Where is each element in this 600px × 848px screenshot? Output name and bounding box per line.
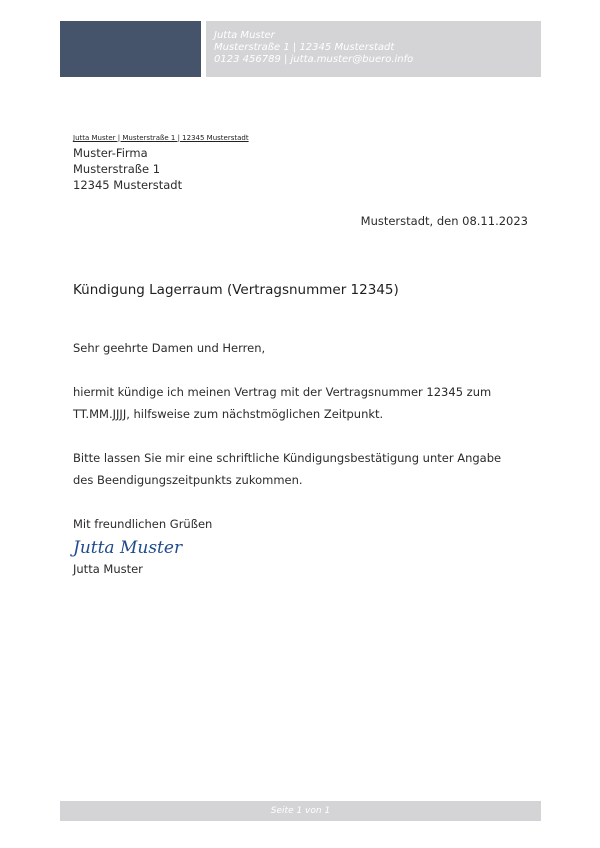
- header-color-block: [60, 21, 201, 77]
- paragraph-1-line-2: TT.MM.JJJJ, hilfsweise zum nächstmöglichen Zeitpunkt.: [73, 407, 384, 421]
- page-footer: [60, 801, 541, 821]
- paragraph-spacer: [73, 425, 533, 447]
- letter-subject: Kündigung Lagerraum (Vertragsnummer 12345): [73, 282, 399, 298]
- letter-body: [73, 337, 533, 535]
- salutation: Sehr geehrte Damen und Herren,: [73, 341, 266, 355]
- closing: Mit freundlichen Grüßen: [73, 517, 213, 531]
- page-number: Seite 1 von 1: [270, 806, 331, 816]
- letterhead-address: Musterstraße 1 | 12345 Musterstadt: [214, 42, 395, 53]
- handwritten-signature: Jutta Muster: [73, 538, 183, 558]
- paragraph-spacer: [73, 491, 533, 513]
- letterhead-name: Jutta Muster: [214, 30, 275, 41]
- recipient-company: Muster-Firma: [73, 146, 148, 160]
- letterhead: [206, 21, 541, 77]
- signer-printed-name: Jutta Muster: [73, 562, 143, 576]
- recipient-city: 12345 Musterstadt: [73, 178, 183, 192]
- letterhead-contact: 0123 456789 | jutta.muster@buero.info: [214, 54, 414, 65]
- letter-date: Musterstadt, den 08.11.2023: [360, 214, 528, 228]
- paragraph-2-line-1: Bitte lassen Sie mir eine schriftliche Kündigungsbestätigung unter Angabe: [73, 451, 502, 465]
- paragraph-1-line-1: hiermit kündige ich meinen Vertrag mit der Vertragsnummer 12345 zum: [73, 385, 492, 399]
- sender-return-line: Jutta Muster | Musterstraße 1 | 12345 Musterstadt: [73, 134, 249, 142]
- paragraph-spacer: [73, 359, 533, 381]
- recipient-street: Musterstraße 1: [73, 162, 161, 176]
- recipient-address: [73, 145, 182, 193]
- paragraph-2-line-2: des Beendigungszeitpunkts zukommen.: [73, 473, 303, 487]
